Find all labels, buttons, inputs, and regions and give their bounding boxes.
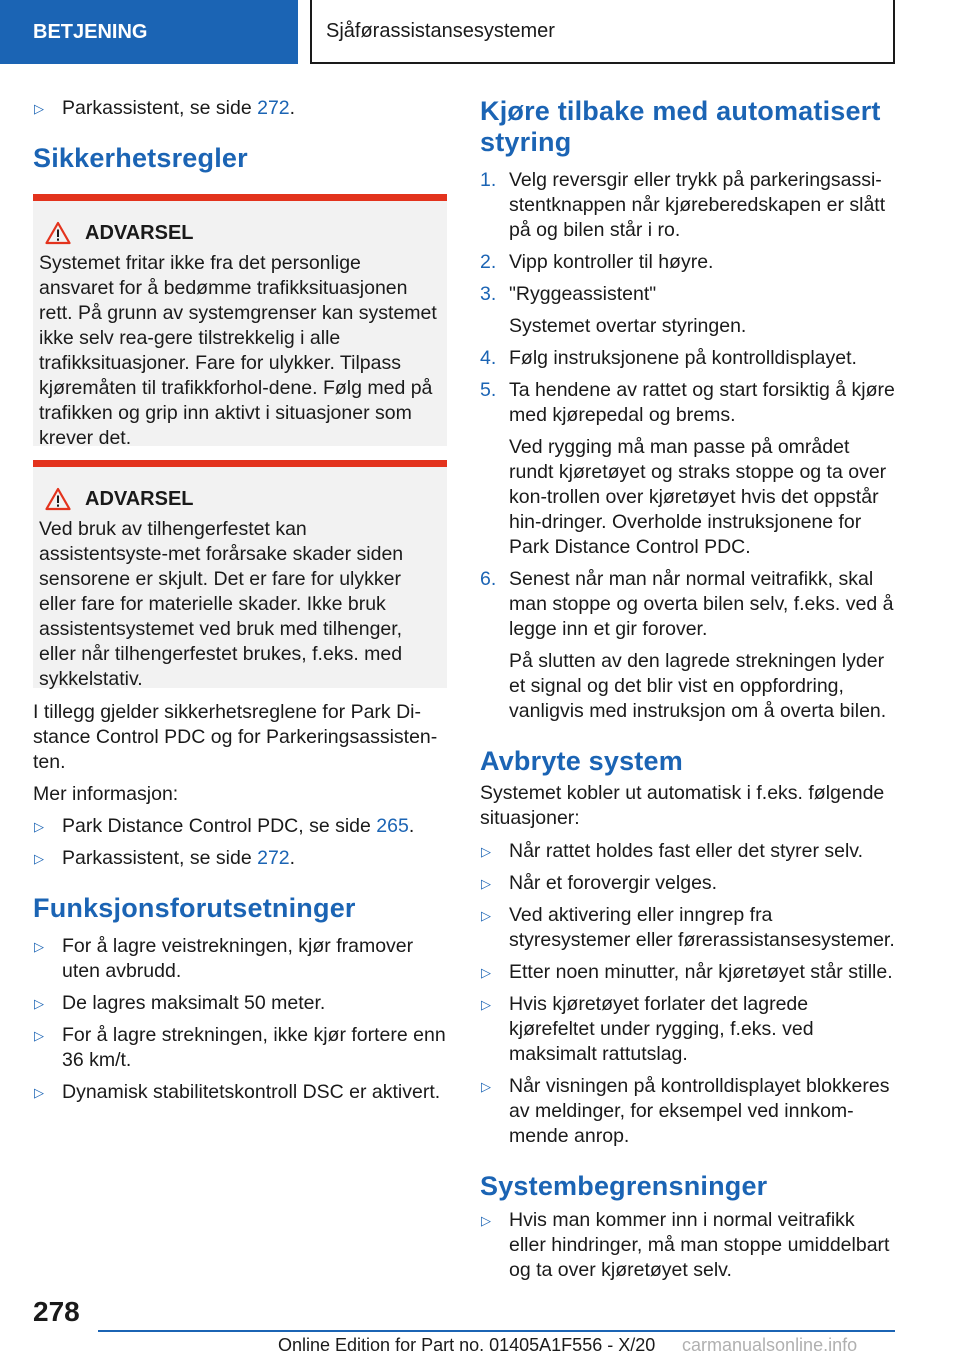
watermark: carmanualsonline.info <box>682 1335 858 1355</box>
edition-text: Online Edition for Part no. 01405A1F556 - X/20 <box>278 1335 656 1355</box>
step-item: 1. Velg reversgir eller trykk på parkeringsassi-stentknappen når kjøreberedskapen er slått på og bilen står i ro. <box>480 169 886 241</box>
list-item: ▷ Parkassistent, se side 272. <box>34 847 296 869</box>
triangle-bullet-icon: ▷ <box>34 996 44 1011</box>
list-item: ▷ Parkassistent, se side 272. <box>34 97 296 119</box>
triangle-bullet-icon: ▷ <box>34 851 44 866</box>
warning-text: Systemet fritar ikke fra det personlige ansvaret for å bedømme trafikksituasjonen rett. På grunn av systemgrenser kan systemet ikke selv rea-gere tilstrekkelig i alle trafikksituasjoner. Fare for ulykker. Tilpass kjøremåten til trafikkforhol-dene. Følg med på trafikken og grip inn aktivt i situasjoner som krever det. <box>39 252 437 449</box>
triangle-bullet-icon: ▷ <box>481 965 491 980</box>
reverse-heading: Kjøre tilbake med automatisert styring <box>480 96 881 157</box>
list-item: ▷ Dynamisk stabilitetskontroll DSC er aktivert. <box>34 1081 441 1103</box>
cancel-list <box>480 839 896 1149</box>
step-number: 2. <box>480 251 497 273</box>
info-list <box>33 814 447 871</box>
left-column <box>33 96 447 1112</box>
warning-triangle-icon <box>45 487 71 511</box>
warning-header <box>45 221 437 245</box>
page-number: 278 <box>33 1296 80 1327</box>
warning-text: Ved bruk av tilhengerfestet kan assistentsyste-met forårsake skader siden sensorene er skjult. Det er fare for ulykker eller fare for materielle skader. Ikke bruk assistentsystemet ved bruk med tilhenger, eller når tilhengerfestet brukes, f.eks. med sykkelstativ. <box>39 518 404 690</box>
triangle-bullet-icon: ▷ <box>481 1079 491 1094</box>
list-item: ▷ Hvis kjøretøyet forlater det lagrede kjørefeltet under rygging, f.eks. ved maksimalt rattutslag. <box>481 993 814 1065</box>
safety-heading: Sikkerhetsregler <box>33 143 248 173</box>
list-item: ▷ For å lagre veistrekningen, kjør framover uten avbrudd. <box>34 935 414 982</box>
warning-header <box>45 487 437 511</box>
page-link[interactable]: 272 <box>257 97 290 119</box>
body-paragraph: I tillegg gjelder sikkerhetsreglene for Park Di-stance Control PDC og for Parkeringsassisten-ten. <box>33 701 438 773</box>
page-link[interactable]: 265 <box>376 815 409 837</box>
triangle-bullet-icon: ▷ <box>34 101 44 116</box>
list-item: ▷ Når rattet holdes fast eller det styrer selv. <box>481 840 864 862</box>
step-note: På slutten av den lagrede strekningen lyder et signal og det blir vist en oppfordring, vanligvis med instruksjon om å overta bilen. <box>509 650 887 722</box>
steps-list <box>480 168 896 724</box>
warning-label: ADVARSEL <box>85 221 194 244</box>
list-item: ▷ Når et forovergir velges. <box>481 872 718 894</box>
warning-box <box>33 460 447 688</box>
section-tab[interactable]: BETJENING <box>0 0 298 64</box>
triangle-bullet-icon: ▷ <box>34 1085 44 1100</box>
triangle-bullet-icon: ▷ <box>34 819 44 834</box>
list-item: ▷ Park Distance Control PDC, se side 265. <box>34 815 415 837</box>
step-number: 6. <box>480 568 497 590</box>
step-note: Systemet overtar styringen. <box>509 315 747 337</box>
triangle-bullet-icon: ▷ <box>34 939 44 954</box>
triangle-bullet-icon: ▷ <box>481 844 491 859</box>
cancel-intro: Systemet kobler ut automatisk i f.eks. følgende situasjoner: <box>480 782 885 829</box>
warning-box <box>33 194 447 449</box>
chapter-title: Sjåførassistansesystemer <box>310 0 895 64</box>
step-item: 4. Følg instruksjonene på kontrolldisplayet. <box>480 347 857 369</box>
list-item: ▷ Når visningen på kontrolldisplayet blokkeres av meldinger, for eksempel ved innkom-mende anrop. <box>481 1075 890 1147</box>
requirements-list <box>33 934 447 1105</box>
step-number: 5. <box>480 379 497 401</box>
page-header <box>0 0 960 66</box>
warning-label: ADVARSEL <box>85 487 194 510</box>
step-number: 3. <box>480 283 497 305</box>
triangle-bullet-icon: ▷ <box>481 908 491 923</box>
list-item: ▷ Ved aktivering eller inngrep fra styresystemer eller førerassistansesystemer. <box>481 904 895 951</box>
step-item: 6. Senest når man når normal veitrafikk, skal man stoppe og overta bilen selv, f.eks. ved å legge inn et gir forover. På slutten av den lagrede strekningen lyder et signal og det blir vist en oppfordring, vanligvis med instruksjon om å overta bilen. <box>480 567 896 724</box>
triangle-bullet-icon: ▷ <box>481 876 491 891</box>
page-link[interactable]: 272 <box>257 847 290 869</box>
step-item: 2. Vipp kontroller til høyre. <box>480 251 714 273</box>
triangle-bullet-icon: ▷ <box>481 1213 491 1228</box>
list-item: ▷ Hvis man kommer inn i normal veitrafikk eller hindringer, må man stoppe umiddelbart og ta over kjøretøyet selv. <box>481 1209 890 1281</box>
warning-triangle-icon <box>45 221 71 245</box>
footer-divider <box>98 1330 895 1332</box>
more-info-label: Mer informasjon: <box>33 783 179 805</box>
step-number: 1. <box>480 169 497 191</box>
requirements-heading: Funksjonsforutsetninger <box>33 893 356 923</box>
list-item: ▷ De lagres maksimalt 50 meter. <box>34 992 326 1014</box>
limits-heading: Systembegrensninger <box>480 1171 768 1201</box>
step-item: 5. Ta hendene av rattet og start forsiktig å kjøre med kjørepedal og brems. Ved rygging må man passe på området rundt kjøretøyet og straks stoppe og ta over kon-trollen over kjøretøyet hvis det oppstår hin-dringer. Overholde instruksjonene for Park Distance Control PDC. <box>480 379 895 558</box>
triangle-bullet-icon: ▷ <box>481 997 491 1012</box>
limits-list <box>480 1208 896 1283</box>
step-note: Ved rygging må man passe på området rundt kjøretøyet og straks stoppe og ta over kon-trollen over kjøretøyet hvis det oppstår hin-dringer. Overholde instruksjonene for Park Distance Control PDC. <box>509 436 887 558</box>
step-number: 4. <box>480 347 497 369</box>
list-item: ▷ Etter noen minutter, når kjøretøyet står stille. <box>481 961 893 983</box>
intro-list <box>33 96 447 121</box>
triangle-bullet-icon: ▷ <box>34 1028 44 1043</box>
step-item: 3. "Ryggeassistent" Systemet overtar styringen. <box>480 282 896 339</box>
right-column <box>480 96 896 1290</box>
list-item: ▷ For å lagre strekningen, ikke kjør fortere enn 36 km/t. <box>34 1024 446 1071</box>
cancel-heading: Avbryte system <box>480 746 683 776</box>
